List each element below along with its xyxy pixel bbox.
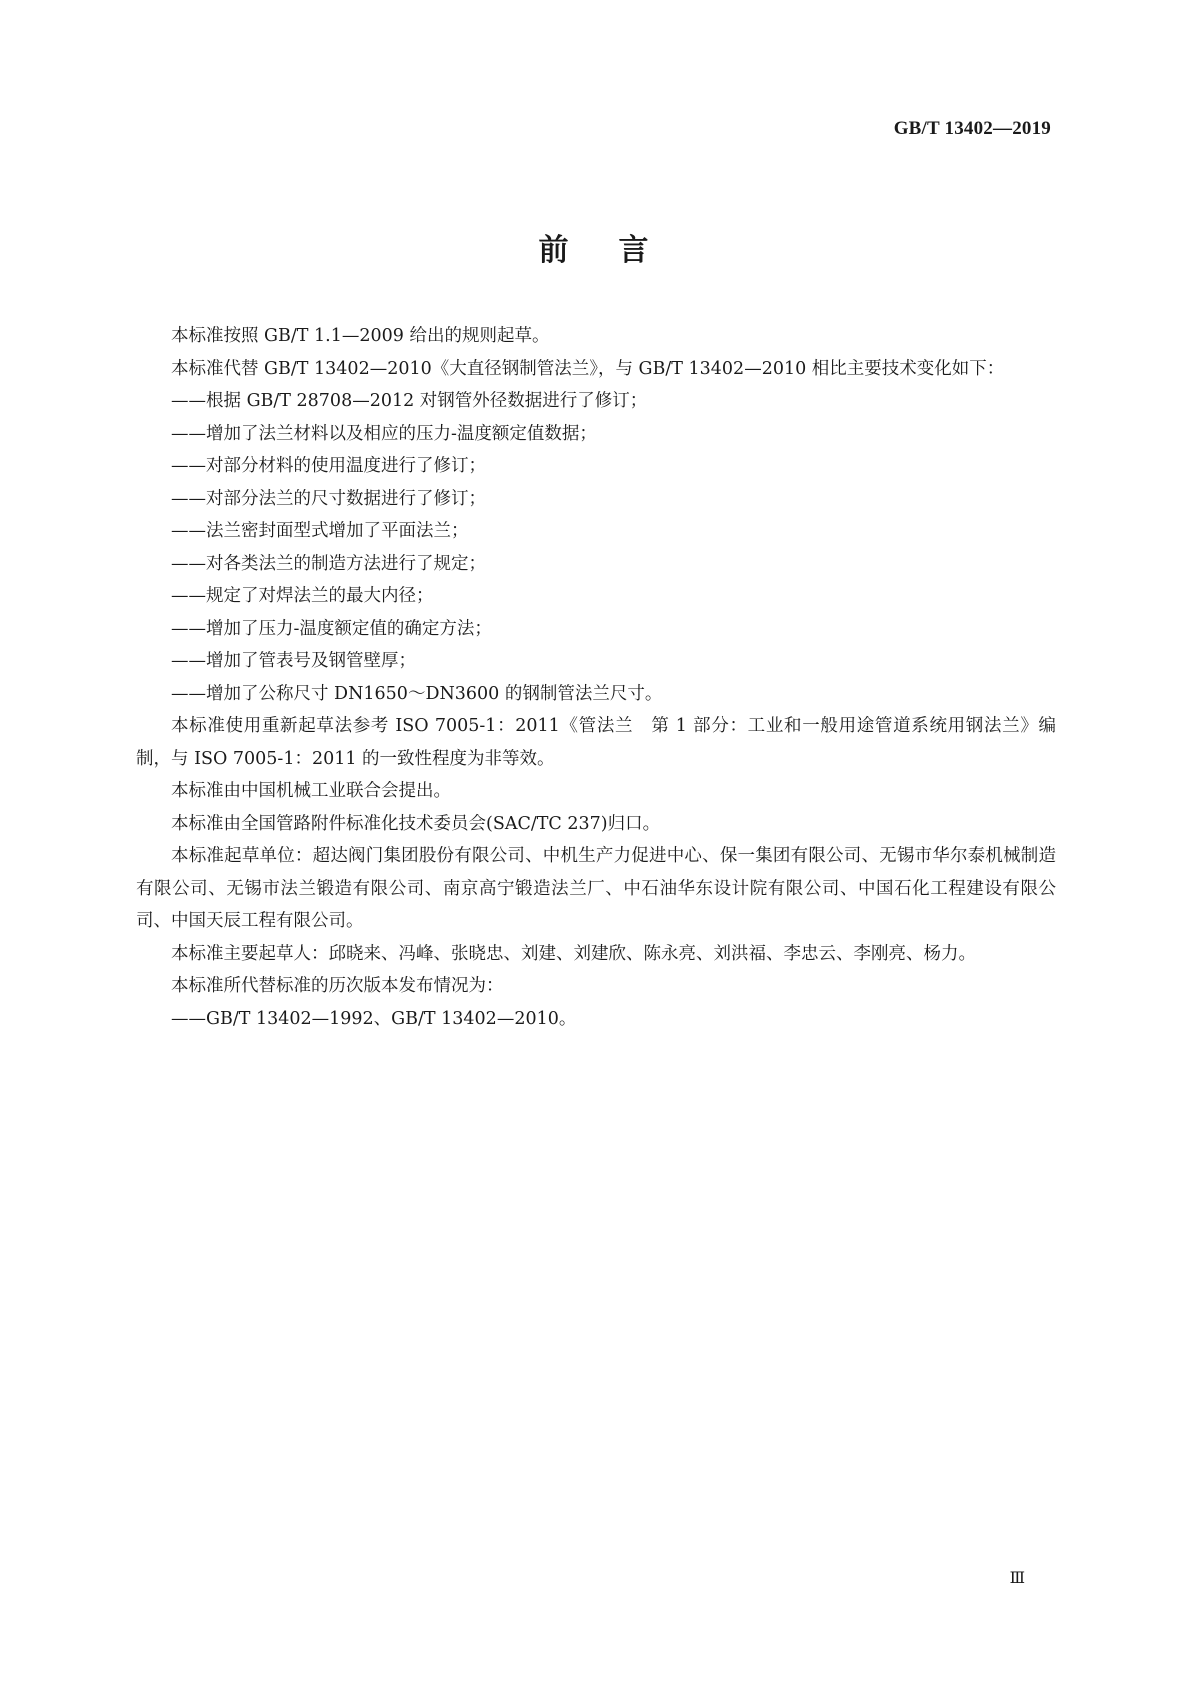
list-item: ——根据 GB/T 28708—2012 对钢管外径数据进行了修订； xyxy=(171,391,648,411)
paragraph-drafting-rules: 本标准按照 GB/T 1.1—2009 给出的规则起草。 xyxy=(171,326,550,346)
list-item: ——对部分法兰的尺寸数据进行了修订； xyxy=(171,488,486,509)
list-item: ——法兰密封面型式增加了平面法兰； xyxy=(171,521,469,541)
page-title xyxy=(0,225,1191,269)
list-item: ——对各类法兰的制造方法进行了规定； xyxy=(171,553,486,574)
paragraph-proposer: 本标准由中国机械工业联合会提出。 xyxy=(171,781,451,801)
paragraph-drafters: 本标准主要起草人：邱晓来、冯峰、张晓忠、刘建、刘建欣、陈永亮、刘洪福、李忠云、李刚亮、杨力。 xyxy=(171,943,976,964)
paragraph-history-intro: 本标准所代替标准的历次版本发布情况为： xyxy=(171,976,504,996)
paragraph-technical-committee: 本标准由全国管路附件标准化技术委员会(SAC/TC 237)归口。 xyxy=(171,813,661,834)
list-item: ——增加了压力-温度额定值的确定方法； xyxy=(171,618,492,639)
paragraph-iso-reference: 本标准使用重新起草法参考 ISO 7005-1：2011《管法兰 第 1 部分：工业和一般用途管道系统用钢法兰》编制，与 ISO 7005-1：2011 的一致性程度为非等效。 xyxy=(136,716,1056,769)
title-char-1: 前 xyxy=(538,233,573,268)
list-item-history: ——GB/T 13402—1992、GB/T 13402—2010。 xyxy=(171,1008,577,1029)
title-char-2: 言 xyxy=(618,233,653,268)
list-item: ——增加了管表号及钢管壁厚； xyxy=(171,651,416,671)
paragraph-drafting-units: 本标准起草单位：超达阀门集团股份有限公司、中机生产力促进中心、保一集团有限公司、无锡市华尔泰机械制造有限公司、无锡市法兰锻造有限公司、南京高宁锻造法兰厂、中石油华东设计院有限公司、中国石化工程建设有限公司、中国天辰工程有限公司。 xyxy=(136,846,1056,931)
list-item: ——增加了公称尺寸 DN1650～DN3600 的钢制管法兰尺寸。 xyxy=(171,683,663,704)
list-item: ——增加了法兰材料以及相应的压力-温度额定值数据； xyxy=(171,423,597,444)
page-number: Ⅲ xyxy=(1009,1570,1025,1587)
list-item: ——对部分材料的使用温度进行了修订； xyxy=(171,456,486,476)
foreword-body xyxy=(136,320,1056,1035)
list-item: ——规定了对焊法兰的最大内径； xyxy=(171,586,434,606)
paragraph-replacement: 本标准代替 GB/T 13402—2010《大直径钢制管法兰》，与 GB/T 13402—2010 相比主要技术变化如下： xyxy=(171,358,1005,379)
standard-number: GB/T 13402—2019 xyxy=(893,118,1051,139)
